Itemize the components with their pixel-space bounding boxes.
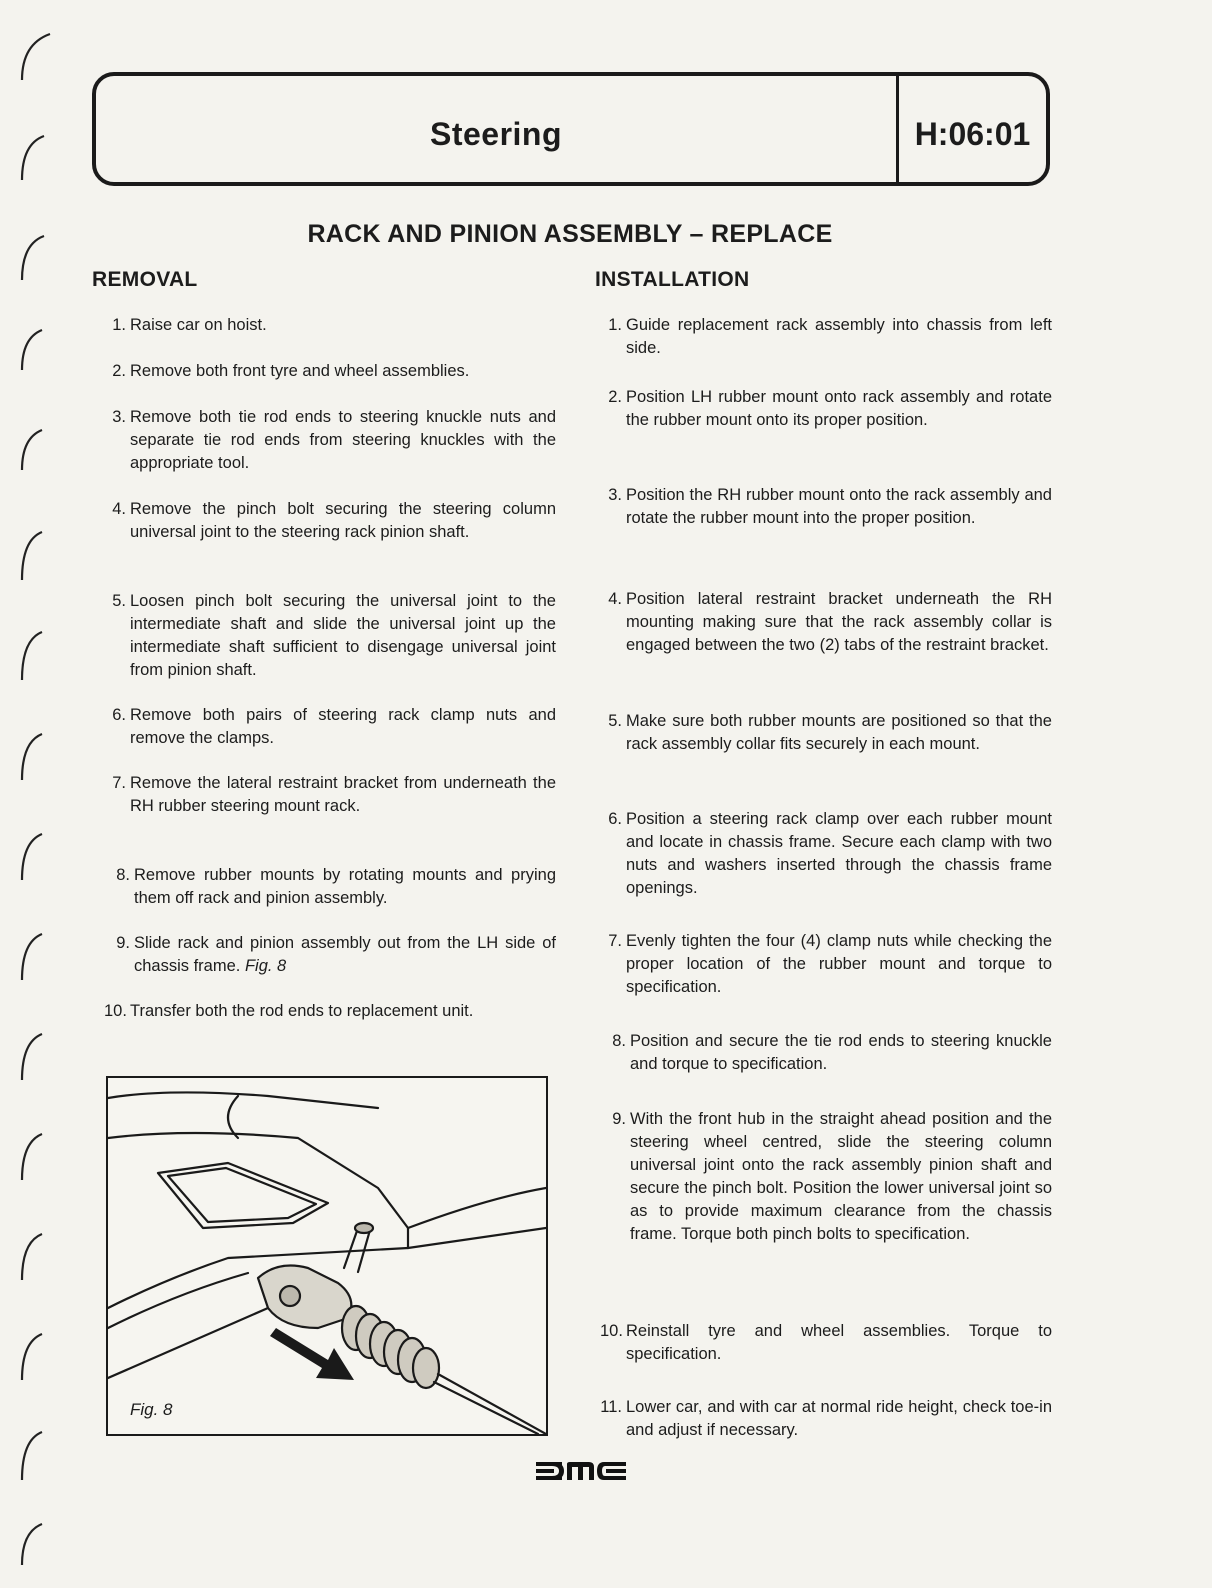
installation-step [600, 314, 1052, 360]
step-text: Loosen pinch bolt securing the universal joint to the intermediate shaft and slide the universal joint up the intermediate shaft sufficient to disengage universal joint from pinion shaft. [130, 592, 556, 679]
step-text: Make sure both rubber mounts are positioned so that the rack assembly collar fits securely in each mount. [626, 712, 1052, 753]
step-text: Position a steering rack clamp over each rubber mount and locate in chassis frame. Secure each clamp with two nuts and washers inserted through the chassis frame openings. [626, 810, 1052, 897]
step-number: 7. [608, 932, 622, 950]
step-number: 6. [608, 810, 622, 828]
step-number: 5. [608, 712, 622, 730]
dmc-logo-icon [536, 1460, 626, 1482]
step-text: Remove both pairs of steering rack clamp nuts and remove the clamps. [130, 706, 556, 747]
installation-heading: INSTALLATION [595, 268, 750, 291]
removal-step [104, 704, 556, 750]
step-text: With the front hub in the straight ahead position and the steering wheel centred, slide the steering column universal joint onto the rack assembly pinion shaft and secure the pinch bolt. Position the lower universal joint so as to provide maximum clearance from the chassis frame. Torque both pinch bolts to specification. [630, 1110, 1052, 1243]
step-number: 6. [112, 706, 126, 724]
removal-heading: REMOVAL [92, 268, 198, 291]
step-number: 10. [600, 1322, 623, 1340]
figure-8 [106, 1076, 548, 1436]
step-number: 1. [608, 316, 622, 334]
step-text: Transfer both the rod ends to replacement unit. [130, 1002, 474, 1020]
step-number: 3. [608, 486, 622, 504]
step-text: Guide replacement rack assembly into chassis from left side. [626, 316, 1052, 357]
step-text: Raise car on hoist. [130, 316, 267, 334]
step-text: Position lateral restraint bracket underneath the RH mounting making sure that the rack assembly collar is engaged between the two (2) tabs of the restraint bracket. [626, 590, 1052, 654]
step-number: 1. [112, 316, 126, 334]
header-box [92, 72, 1050, 186]
step-number: 2. [112, 362, 126, 380]
step-text: Evenly tighten the four (4) clamp nuts while checking the proper location of the rubber mount and torque to specification. [626, 932, 1052, 996]
installation-step [600, 484, 1052, 530]
removal-step [108, 932, 556, 978]
figure-caption: Fig. 8 [130, 1400, 173, 1419]
step-text: Slide rack and pinion assembly out from the LH side of chassis frame. [134, 934, 556, 975]
step-number: 10. [104, 1002, 127, 1020]
installation-step [600, 1396, 1052, 1442]
removal-step [104, 772, 556, 818]
installation-step [600, 588, 1052, 657]
removal-step [104, 314, 556, 337]
installation-step [600, 930, 1052, 999]
section-title: Steering [429, 116, 563, 152]
step-text: Position LH rubber mount onto rack assembly and rotate the rubber mount onto its proper position. [626, 388, 1052, 429]
step-number: 8. [612, 1032, 626, 1050]
figure-reference: Fig. 8 [244, 957, 287, 975]
removal-step [104, 590, 556, 682]
step-number: 9. [116, 934, 130, 952]
installation-step [600, 710, 1052, 756]
step-number: 4. [112, 500, 126, 518]
step-text: Remove both tie rod ends to steering knuckle nuts and separate tie rod ends from steering knuckles with the appropriate tool. [130, 408, 556, 472]
page-code: H:06:01 [914, 116, 1031, 152]
step-number: 11. [600, 1398, 622, 1416]
step-text: Remove the lateral restraint bracket from underneath the RH rubber steering mount rack. [130, 774, 556, 815]
removal-step [104, 498, 556, 544]
step-text: Position the RH rubber mount onto the rack assembly and rotate the rubber mount into the proper position. [626, 486, 1052, 527]
installation-step [600, 1320, 1052, 1366]
binder-marks [14, 20, 54, 1570]
step-text: Remove rubber mounts by rotating mounts and prying them off rack and pinion assembly. [134, 866, 556, 907]
step-number: 3. [112, 408, 126, 426]
step-number: 7. [112, 774, 126, 792]
step-number: 5. [112, 592, 126, 610]
installation-step [600, 808, 1052, 900]
step-text: Remove both front tyre and wheel assemblies. [130, 362, 470, 380]
step-text: Lower car, and with car at normal ride height, check toe-in and adjust if necessary. [626, 1398, 1052, 1439]
installation-step [604, 1030, 1052, 1076]
installation-step [604, 1108, 1052, 1246]
step-text: Reinstall tyre and wheel assemblies. Torque to specification. [626, 1322, 1052, 1363]
step-text: Remove the pinch bolt securing the steering column universal joint to the steering rack pinion shaft. [130, 500, 556, 541]
step-number: 4. [608, 590, 622, 608]
step-number: 9. [612, 1110, 626, 1128]
document-title: RACK AND PINION ASSEMBLY – REPLACE [307, 220, 833, 248]
removal-step [104, 1000, 556, 1023]
removal-step [108, 864, 556, 910]
removal-step [104, 406, 556, 475]
step-number: 8. [116, 866, 130, 884]
installation-step [600, 386, 1052, 432]
step-text: Position and secure the tie rod ends to steering knuckle and torque to specification. [630, 1032, 1052, 1073]
step-number: 2. [608, 388, 622, 406]
removal-step [104, 360, 556, 383]
rack-and-pinion-illustration-icon [108, 1078, 546, 1434]
